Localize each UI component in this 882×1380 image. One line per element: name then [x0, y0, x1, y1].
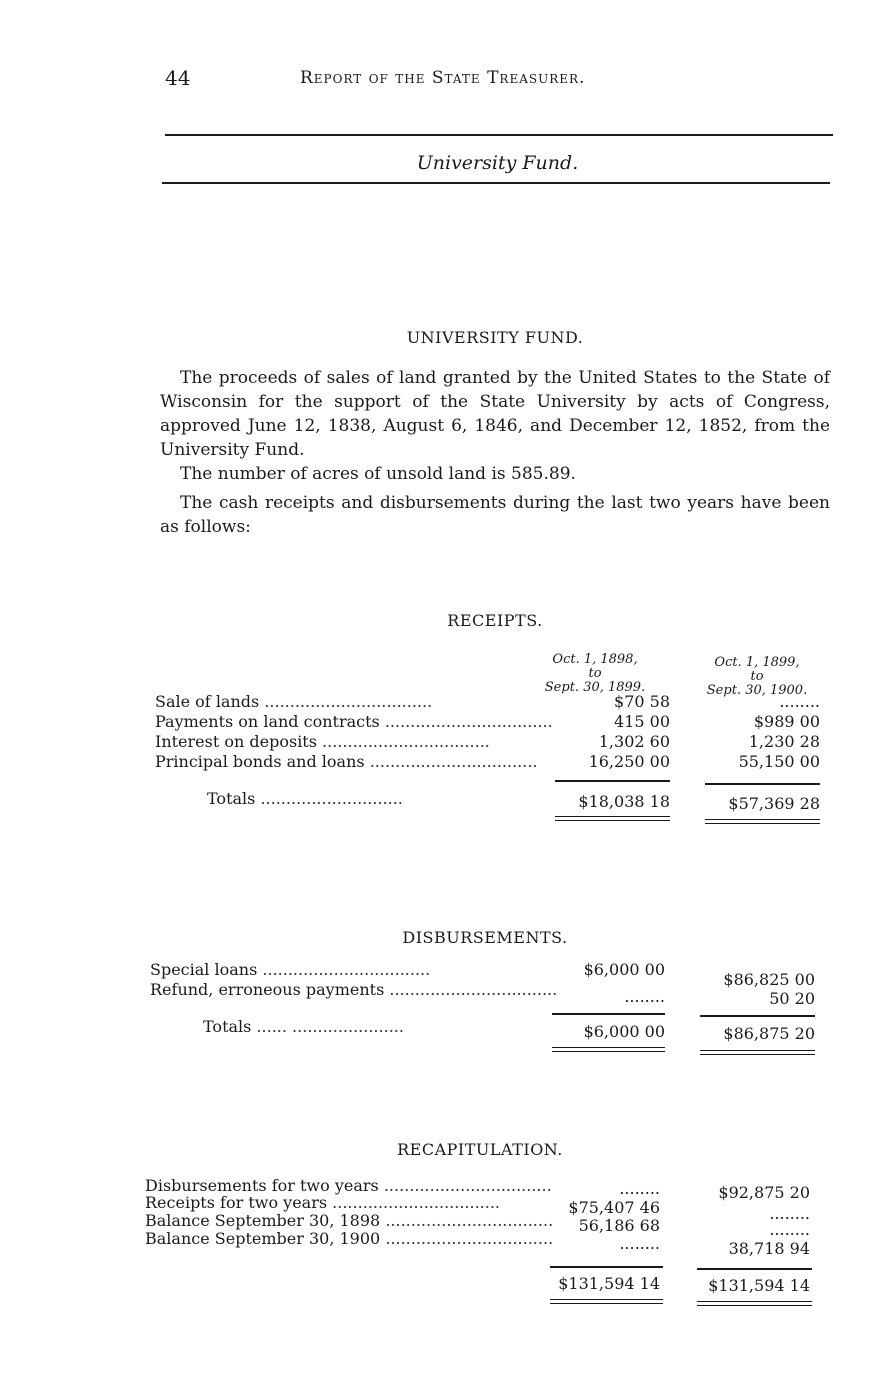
total-1900: $86,875 20 [723, 1024, 815, 1043]
row-value-1900: 50 20 [769, 989, 815, 1008]
row-value-1900: 55,150 00 [738, 752, 820, 771]
double-rule [550, 1299, 663, 1304]
double-rule [705, 819, 820, 824]
totals-row: Totals ............................ $18,038 18 $57,369 28 [207, 789, 820, 813]
row-value-1899: ........ [619, 1234, 660, 1253]
row-label: Balance September 30, 1900 [145, 1229, 381, 1248]
row-label: Interest on deposits [155, 732, 317, 751]
sum-rule [705, 783, 820, 785]
double-rule [555, 816, 670, 821]
totals-label: Totals [207, 789, 256, 808]
row-value-1900: $86,825 00 [723, 970, 815, 989]
row-value-1899: 415 00 [614, 712, 670, 731]
cash-paragraph: The cash receipts and disbursements during the last two years have been as follows: [160, 493, 830, 537]
double-rule [697, 1301, 812, 1306]
row-value-1900: ........ [769, 1204, 810, 1223]
total-1900: $57,369 28 [728, 794, 820, 813]
table-row: Special loans ................................. $6,000 00 $86,825 00 [150, 960, 815, 989]
column-head-line: Sept. 30, 1899. [544, 680, 646, 695]
acres-paragraph: The number of acres of unsold land is 585.89. [180, 464, 576, 484]
column-head-line: Oct. 1, 1898, [552, 652, 638, 667]
totals-row [145, 1274, 815, 1294]
totals-label: Totals [203, 1017, 252, 1036]
section-title-disbursements: DISBURSEMENTS. [402, 928, 568, 947]
row-label: Payments on land contracts [155, 712, 380, 731]
row-value-1899: 56,186 68 [578, 1216, 660, 1235]
total-1899: $6,000 00 [583, 1022, 665, 1041]
column-head-line: Sept. 30, 1900. [706, 683, 808, 698]
table-row: Refund, erroneous payments ................................. ........ 50 20 [150, 980, 815, 1008]
receipts-column-head-1 [520, 653, 670, 695]
subheading-rule [162, 182, 830, 184]
row-label: Disbursements for two years [145, 1176, 379, 1195]
table-row: Principal bonds and loans ................................. 16,250 00 55,150 00 [155, 752, 820, 771]
section-title-recapitulation: RECAPITULATION. [397, 1140, 563, 1159]
table-row: Balance September 30, 1900 ................................. ........ 38,718 94 [145, 1229, 810, 1258]
intro-paragraph: The proceeds of sales of land granted by the United States to the State of Wisconsin for the support of the State University by acts of Congress, approved June 12, 1838, August 6, 1846, and December 12, 1852, from the University Fund. [160, 368, 830, 460]
row-value-1900: 38,718 94 [728, 1239, 810, 1258]
totals-row: Totals ...... ...................... $6,000 00 $86,875 20 [203, 1017, 815, 1043]
column-head-line: to [750, 669, 764, 684]
total-1899: $18,038 18 [578, 792, 670, 811]
row-label: Principal bonds and loans [155, 752, 365, 771]
row-value-1899: 1,302 60 [598, 732, 670, 751]
table-row: Sale of lands ................................. $70 58 ........ [155, 692, 820, 711]
total-1900: $131,594 14 [708, 1276, 810, 1295]
sum-rule [550, 1266, 663, 1268]
section-title-university-fund: UNIVERSITY FUND. [406, 328, 584, 347]
table-row: Disbursements for two years ................................. ........ $92,875 20 [145, 1176, 810, 1202]
row-value-1900: ........ [769, 1220, 810, 1239]
table-row: Receipts for two years ................................. $75,407 46 ........ [145, 1193, 810, 1223]
row-value-1899: ........ [619, 1179, 660, 1198]
row-value-1900: $92,875 20 [718, 1183, 810, 1202]
table-row: Interest on deposits ................................. 1,302 60 1,230 28 [155, 732, 820, 751]
row-label: Receipts for two years [145, 1193, 328, 1212]
running-title: Report of the State Treasurer. [300, 68, 586, 88]
row-value-1899: ........ [624, 987, 665, 1006]
row-label: Refund, erroneous payments [150, 980, 385, 999]
sum-rule [555, 780, 670, 782]
row-value-1900: ........ [779, 692, 820, 711]
row-value-1900: 1,230 28 [748, 732, 820, 751]
sum-rule [697, 1268, 812, 1270]
top-rule [165, 134, 833, 136]
page-number: 44 [165, 66, 191, 90]
row-label: Balance September 30, 1898 [145, 1211, 381, 1230]
row-value-1899: $70 58 [614, 692, 670, 711]
row-value-1899: 16,250 00 [588, 752, 670, 771]
row-label: Special loans [150, 960, 258, 979]
column-head-line: to [588, 666, 602, 681]
column-head-line: Oct. 1, 1899, [714, 655, 800, 670]
row-label: Sale of lands [155, 692, 260, 711]
row-value-1899: $75,407 46 [568, 1198, 660, 1217]
total-1899: $131,594 14 [558, 1274, 660, 1293]
table-row: Balance September 30, 1898 ................................. 56,186 68 ........ [145, 1211, 810, 1239]
double-rule [552, 1047, 665, 1052]
row-value-1900: $989 00 [753, 712, 820, 731]
subheading: University Fund. [416, 152, 579, 174]
section-title-receipts: RECEIPTS. [447, 611, 543, 630]
row-value-1899: $6,000 00 [583, 960, 665, 979]
double-rule [700, 1050, 815, 1055]
sum-rule [552, 1013, 665, 1015]
running-head [165, 66, 785, 96]
table-row: Payments on land contracts ................................. 415 00 $989 00 [155, 712, 820, 731]
